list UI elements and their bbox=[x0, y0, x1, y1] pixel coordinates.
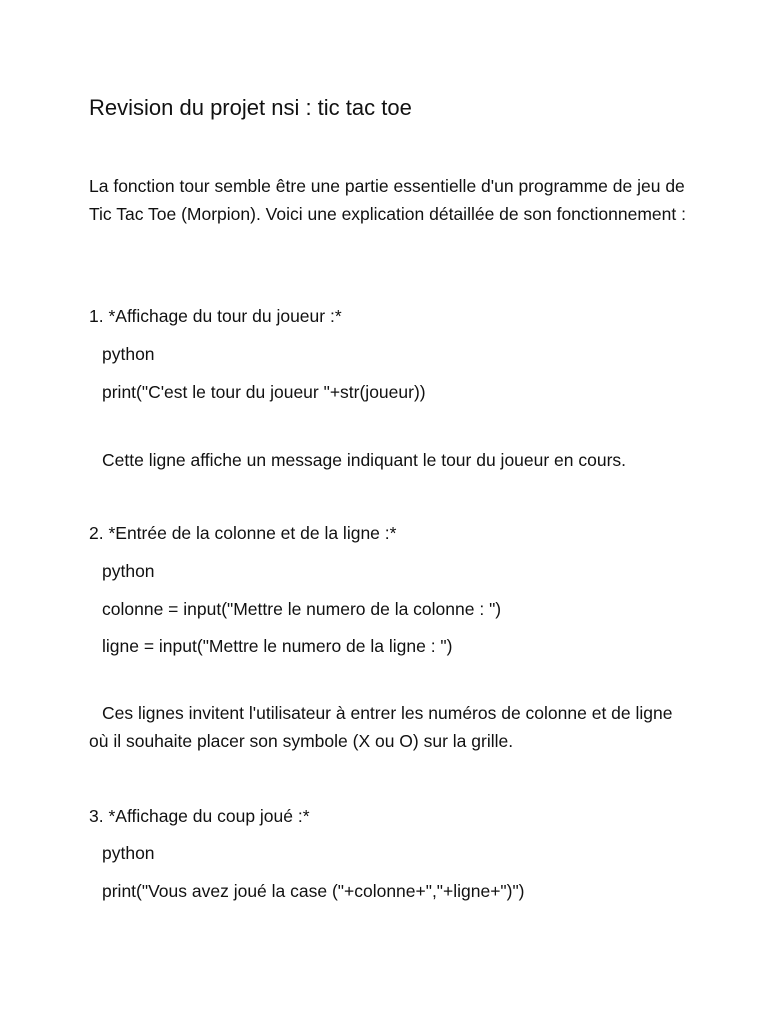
intro-paragraph: La fonction tour semble être une partie essentielle d'un programme de jeu de Tic Tac Toe (Morpion). Voici une explication détaillée de son fonctionnement : bbox=[89, 176, 686, 224]
section-1-heading: 1. *Affichage du tour du joueur :* bbox=[89, 306, 342, 326]
section-2-code-line-1: colonne = input("Mettre le numero de la colonne : ") bbox=[102, 599, 502, 619]
section-2-heading: 2. *Entrée de la colonne et de la ligne :* bbox=[89, 523, 397, 543]
section-2-code-line-2: ligne = input("Mettre le numero de la ligne : ") bbox=[102, 636, 453, 656]
section-1-code-line: print("C'est le tour du joueur "+str(joueur)) bbox=[102, 382, 426, 402]
section-3-lang-label: python bbox=[102, 843, 155, 863]
section-3-heading: 3. *Affichage du coup joué :* bbox=[89, 806, 310, 826]
page-title: Revision du projet nsi : tic tac toe bbox=[89, 95, 412, 120]
section-2-lang-label: python bbox=[102, 561, 155, 581]
section-1-lang-label: python bbox=[102, 344, 155, 364]
section-2-explanation bbox=[89, 700, 689, 755]
section-1-explanation: Cette ligne affiche un message indiquant le tour du joueur en cours. bbox=[102, 450, 627, 470]
section-3-code-line: print("Vous avez joué la case ("+colonne+","+ligne+")") bbox=[102, 881, 525, 901]
section-2-explanation-text: Ces lignes invitent l'utilisateur à entrer les numéros de colonne et de ligne où il souhaite placer son symbole (X ou O) sur la grille. bbox=[89, 703, 673, 751]
